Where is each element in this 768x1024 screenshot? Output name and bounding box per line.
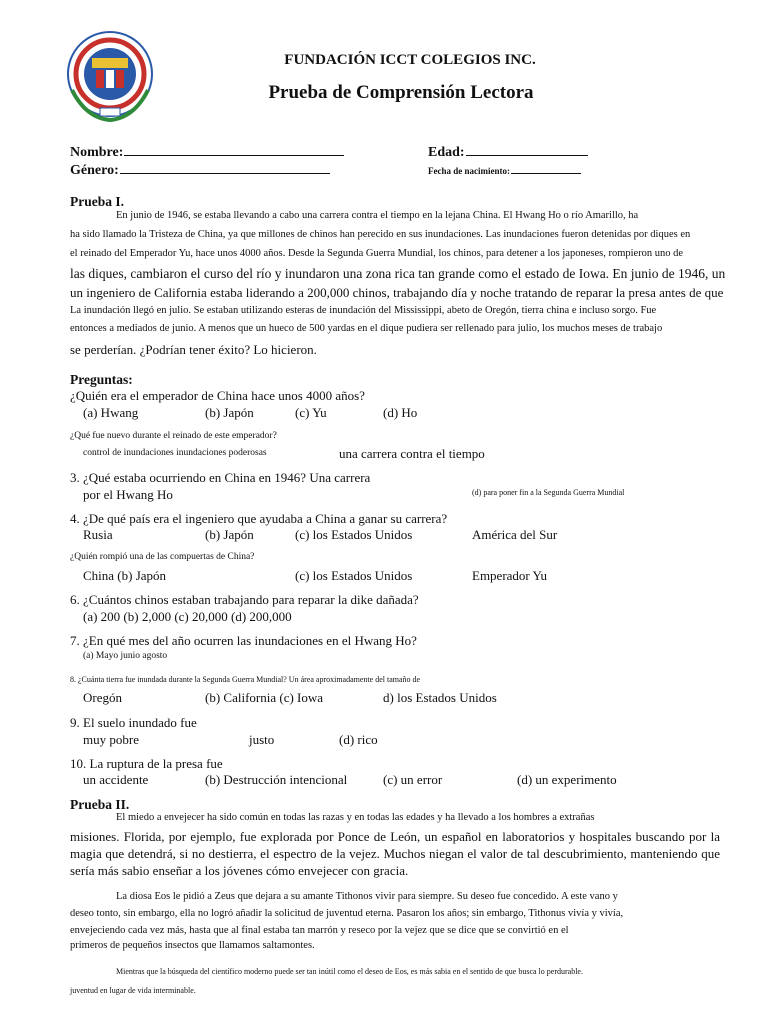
option[interactable]: un accidente — [83, 772, 149, 787]
test1-line: las diques, cambiaron el curso del río y inundaron una zona rica tan grande como el estado de Iowa. En junio de 1946, un — [70, 266, 726, 281]
name-field[interactable] — [70, 145, 344, 161]
birthdate-field[interactable] — [428, 166, 581, 176]
test2-paragraph-3: Mientras que la búsqueda del científico moderno puede ser tan inútil como el deseo de Eos, es más sabia en el sentido de que busca lo perdurable. — [116, 967, 583, 976]
option[interactable]: (b) Japón — [205, 527, 254, 542]
option[interactable]: América del Sur — [472, 527, 558, 542]
question-6: 6. ¿Cuántos chinos estaban trabajando para reparar la dike dañada? — [70, 592, 419, 607]
option[interactable]: control de inundaciones inundaciones poderosas — [83, 448, 267, 458]
age-line — [466, 154, 588, 156]
question-2: ¿Qué fue nuevo durante el reinado de este emperador? — [70, 431, 277, 441]
birthdate-label: Fecha de nacimiento: — [428, 166, 510, 176]
option[interactable]: (b) Destrucción intencional — [205, 772, 348, 787]
test1-line: ha sido llamado la Tristeza de China, ya que millones de chinos han perecido en sus inundaciones. Las inundaciones fueron detenidas por diques en — [70, 229, 691, 240]
test1-line: La inundación llegó en julio. Se estaban utilizando esteras de inundación del Mississippi, abeto de Oregón, tierra china e incluso sorgo. Fue — [70, 305, 657, 316]
page-title: Prueba de Comprensión Lectora — [268, 82, 534, 103]
option[interactable]: (c) los Estados Unidos — [295, 527, 413, 542]
test2-heading: Prueba II. — [70, 797, 130, 812]
gender-label: Género: — [70, 163, 119, 178]
option[interactable]: (b) Japón — [205, 405, 254, 420]
option[interactable]: (c) los Estados Unidos — [295, 568, 413, 583]
option[interactable]: (d) rico — [339, 732, 378, 747]
test1-line: En junio de 1946, se estaba llevando a cabo una carrera contra el tiempo en la lejana China. El Hwang Ho o río Amarillo, ha — [116, 210, 639, 221]
test2-line: envejeciendo cada vez más, hasta que al final estaba tan marrón y reseco por la vejez que se dice que se convirtió en el — [70, 925, 569, 936]
icct-logo — [66, 30, 154, 122]
option[interactable]: justo — [249, 732, 275, 747]
option[interactable]: Rusia — [83, 527, 113, 542]
gender-field[interactable] — [70, 163, 330, 179]
question-1: ¿Quién era el emperador de China hace unos 4000 años? — [70, 388, 365, 403]
option[interactable]: (d) un experimento — [517, 772, 617, 787]
option[interactable]: una carrera contra el tiempo — [339, 446, 485, 461]
test1-line: el reinado del Emperador Yu, hace unos 4000 años. Desde la Segunda Guerra Mundial, los chinos, para detener a los japoneses, rompieron uno de — [70, 248, 684, 259]
option[interactable]: (a) 200 (b) 2,000 (c) 20,000 (d) 200,000 — [83, 609, 292, 624]
question-8: 8. ¿Cuánta tierra fue inundada durante la Segunda Guerra Mundial? Un área aproximadamente del tamaño de — [70, 675, 421, 684]
option[interactable]: muy pobre — [83, 732, 139, 747]
option[interactable]: por el Hwang Ho — [83, 487, 173, 502]
test1-line: se perderían. ¿Podrían tener éxito? Lo hicieron. — [70, 342, 317, 357]
test2-paragraph-1-body: misiones. Florida, por ejemplo, fue explorada por Ponce de León, un español en laboratorios y hospitales buscando por la magia que detendrá, si no destierra, el espectro de la vejez. Muchos niegan el valor de tal descubrimiento, manteniendo que sería más sabio enseñar a los jóvenes cómo envejecer con gracia. — [70, 829, 720, 878]
option[interactable]: Oregón — [83, 690, 122, 705]
question-7: 7. ¿En qué mes del año ocurren las inundaciones en el Hwang Ho? — [70, 633, 417, 648]
test1-line: entonces a mediados de junio. A menos que un hueco de 500 yardas en el dique pudiera ser rellenado para julio, los muchos meses de trabajo — [70, 323, 663, 334]
name-line — [124, 154, 344, 156]
gender-line — [120, 172, 330, 174]
organization-name: FUNDACIÓN ICCT COLEGIOS INC. — [284, 52, 536, 68]
test1-heading: Prueba I. — [70, 194, 124, 209]
test2-paragraph-1: El miedo a envejecer ha sido común en todas las razas y en todas las edades y ha llevado a los hombres a extrañas — [116, 812, 595, 823]
question-4: 4. ¿De qué país era el ingeniero que ayudaba a China a ganar su carrera? — [70, 511, 448, 526]
option[interactable]: (a) Mayo junio agosto — [83, 651, 168, 661]
question-10: 10. La ruptura de la presa fue — [70, 756, 223, 771]
question-3: 3. ¿Qué estaba ocurriendo en China en 1946? Una carrera — [70, 470, 371, 485]
test2-line: primeros de pequeños insectos que llamamos saltamontes. — [70, 940, 315, 951]
age-label: Edad: — [428, 145, 465, 160]
question-9: 9. El suelo inundado fue — [70, 715, 197, 730]
name-label: Nombre: — [70, 145, 124, 160]
question-5: ¿Quién rompió una de las compuertas de China? — [70, 552, 255, 562]
option[interactable]: d) los Estados Unidos — [383, 690, 497, 705]
test1-line: un ingeniero de California estaba liderando a 200,000 chinos, trabajando día y noche tratando de reparar la presa antes de que — [70, 285, 724, 300]
option[interactable]: (c) Yu — [295, 405, 327, 420]
option[interactable]: (a) Hwang — [83, 405, 139, 420]
option[interactable]: China (b) Japón — [83, 568, 167, 583]
option[interactable]: (b) California (c) Iowa — [205, 690, 324, 705]
option[interactable]: (d) Ho — [383, 405, 418, 420]
test2-line: deseo tonto, sin embargo, ella no logró añadir la solicitud de juventud eterna. Pasaron los años; sin embargo, Tithonus vivía y vivía, — [70, 908, 624, 919]
option[interactable]: (c) un error — [383, 772, 443, 787]
option[interactable]: Emperador Yu — [472, 568, 547, 583]
birthdate-line — [511, 172, 581, 174]
questions-heading: Preguntas: — [70, 372, 133, 387]
test2-paragraph-2: La diosa Eos le pidió a Zeus que dejara a su amante Tithonos vivir para siempre. Su deseo fue concedido. A este vano y — [116, 891, 618, 902]
test2-line: juventud en lugar de vida interminable. — [70, 986, 196, 995]
age-field[interactable] — [428, 145, 588, 161]
option[interactable]: (d) para poner fin a la Segunda Guerra Mundial — [472, 488, 625, 497]
